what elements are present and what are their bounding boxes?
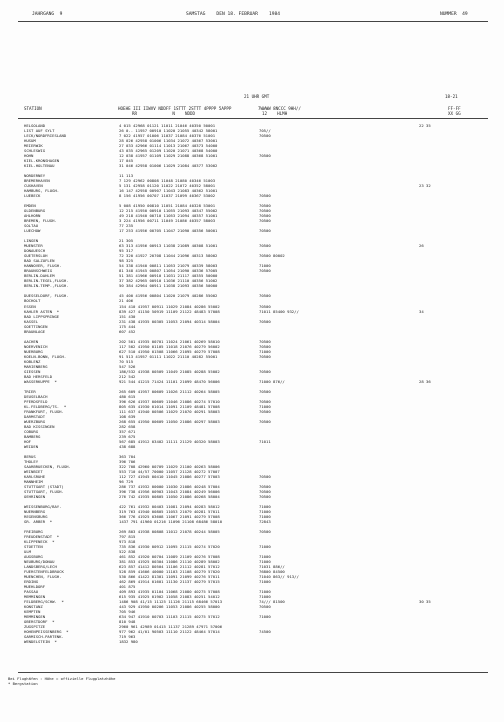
- code-group: 96 729: [119, 479, 134, 484]
- station-name: HELGOLAND: [24, 123, 46, 128]
- station-name: BERUS: [24, 453, 36, 459]
- station-name: BERLIN-TEMP.,FLUGH.: [24, 283, 69, 289]
- station-name: DARMSTADT: [24, 413, 46, 419]
- weather-group: 71000 876//: [259, 378, 285, 384]
- code-group: 719 963: [119, 634, 136, 640]
- station-name: OBERSTDORF *: [24, 619, 55, 625]
- code-group: 973 818: [119, 539, 136, 545]
- extra-group: [349, 519, 419, 524]
- weather-group: 70500: [259, 243, 271, 249]
- code-group: 409 893 41935 01104 11068 21080 40275 57008: [119, 589, 220, 595]
- station-name: THOLEY: [24, 458, 39, 464]
- code-group: 357 671: [119, 428, 136, 434]
- code-group: 7 129 42962 00808 11048 21080 40346 51003: [119, 178, 216, 184]
- station-name: WASSERKUPPE *: [24, 378, 57, 384]
- weather-group: 71000: [259, 348, 271, 354]
- wind-gust: 23 32: [419, 183, 431, 189]
- wind-gust: [419, 639, 469, 644]
- station-name: FUERSTENFELDBRUCK: [24, 569, 64, 575]
- station-name: MUENCHEN, FLUGH.: [24, 574, 62, 580]
- code-group: 95 317: [119, 248, 134, 254]
- weather-group: 71000: [259, 514, 271, 520]
- weather-group: 70500: [259, 408, 271, 414]
- code-group: 462 869 41914 01601 11130 21137 40279 57015: [119, 579, 220, 585]
- code-group: 27 033 42966 01114 11013 21067 40373 54000: [119, 143, 218, 149]
- station-name: KL.FELDBERG/TS. *: [24, 403, 67, 409]
- code-group: 72 320 41927 20708 11044 21096 40313 58002: [119, 253, 218, 259]
- code-group: 438 688: [119, 443, 136, 449]
- bottom-rule: [18, 672, 488, 673]
- code-group: 8 156 41956 00707 11037 21099 40367 53002: [119, 193, 216, 199]
- station-name: KARLSRUHE: [24, 473, 46, 479]
- station-column-header: STATION: [24, 106, 42, 111]
- station-name: DEUSELBACH: [24, 393, 48, 399]
- code-group: 43 035 42965 01209 11020 21071 40368 54000: [119, 148, 218, 154]
- weather-group: 70500: [259, 418, 271, 424]
- station-name: HOF: [24, 438, 32, 444]
- weather-group: 70500: [259, 318, 271, 324]
- weather-group: 70500: [259, 473, 271, 479]
- station-name: MEMMINGEN: [24, 614, 46, 620]
- table-row: [24, 379, 494, 384]
- wind-gust: [419, 494, 469, 499]
- station-name: LINGEN: [24, 238, 39, 244]
- station-name: WENDELSTEIN *: [24, 639, 57, 645]
- station-name: LUEBECK: [24, 193, 41, 199]
- code-group: 12 215 41950 00910 11055 21093 40347 55002: [119, 208, 218, 214]
- station-name: FRANKFURT, FLUGH.: [24, 408, 64, 414]
- weather-group: 71000: [259, 614, 271, 620]
- weather-group: 70500: [259, 153, 271, 159]
- station-name: STUTTGART (STADT): [24, 484, 64, 490]
- code-group: 567 685 41912 03402 11111 21129 40320 58003: [119, 438, 220, 444]
- station-name: HOHN: [24, 153, 34, 159]
- extra-group: [349, 639, 419, 644]
- code-group: 705 946: [119, 609, 136, 615]
- station-name: KOBLENZ: [24, 358, 41, 364]
- code-group: 735 836 41930 00912 11095 21115 40274 57020: [119, 544, 220, 550]
- station-name: HANNOVER, FLUGH.: [24, 263, 62, 269]
- station-name: BAD LIPPSPRINGE: [24, 313, 60, 319]
- station-name: NORDERNEY: [24, 173, 46, 179]
- weather-group: 70500: [259, 388, 271, 394]
- code-group: 401 875: [119, 584, 136, 590]
- weather-group: 70500: [259, 293, 271, 299]
- extra-group: [349, 444, 419, 449]
- code-group: 7 022 41957 01006 11037 21084 40376 51001: [119, 133, 216, 139]
- station-name: BREMERHAVEN: [24, 178, 50, 184]
- code-group: 54 338 41940 00811 11053 21079 40339 58003: [119, 263, 218, 269]
- station-name: BERLIN-TEGEL,FLUGH.: [24, 278, 69, 284]
- station-name: REGENSBURG: [24, 514, 48, 520]
- weather-group: 70500: [259, 494, 271, 500]
- weather-group: 70500: [259, 368, 271, 374]
- station-name: KONSTANZ: [24, 604, 43, 610]
- code-group: 363 704: [119, 453, 136, 459]
- code-group: 186/532 41938 00509 11049 21085 40288 55002: [119, 368, 220, 374]
- wind-gust: [419, 228, 469, 233]
- code-group: 81 348 41945 00807 11054 21090 40336 57005: [119, 268, 218, 274]
- code-group: 319 763 41940 00805 11053 21079 40281 57011: [119, 509, 220, 515]
- station-name: BAMBERG: [24, 433, 41, 439]
- weather-group: 71000: [259, 544, 271, 550]
- code-group: 627 510 41950 01508 11066 21095 40279 57008: [119, 348, 220, 354]
- table-row: [24, 193, 494, 198]
- station-name: STOETTEN: [24, 544, 43, 550]
- code-group: 553 710 44/57 70000 11057 21128 40272 57007: [119, 468, 220, 474]
- volume-label: JAHRGANG 9: [32, 12, 63, 17]
- code-group: 921 544 41215 71424 11101 21099 48470 56006: [119, 378, 220, 384]
- code-group: 50 384 42964 00911 11038 21093 40356 50000: [119, 283, 218, 289]
- station-name: SCHLESWIG: [24, 148, 46, 154]
- code-group: 151 430: [119, 313, 136, 319]
- code-group: 810 948: [119, 619, 136, 625]
- station-name: PASSAU: [24, 589, 39, 595]
- code-group: 396 626 41937 00609 11046 21086 40274 57010: [119, 398, 220, 404]
- station-name: KASSEL: [24, 318, 39, 324]
- extra-group: [349, 193, 419, 198]
- station-name: WEINBIET: [24, 468, 43, 474]
- weather-group: 70500 80002: [259, 253, 285, 259]
- station-table: [24, 123, 494, 644]
- station-name: ERDING: [24, 579, 39, 585]
- code-group: 396 738 41956 00903 11043 21084 40249 56006: [119, 489, 220, 495]
- code-group: 4 015 42968 01121 11011 21046 40350 50001: [119, 123, 216, 128]
- station-name: LECK/NORDFRIESLAND: [24, 133, 67, 139]
- weather-group: [259, 444, 349, 449]
- code-group: 422 761 41932 00403 11081 21094 40283 58012: [119, 504, 220, 510]
- extra-group: [349, 379, 419, 384]
- wind-gust: [419, 283, 469, 288]
- station-name: GARMISCH-PARTENK.: [24, 634, 64, 640]
- weather-group: 71000: [259, 579, 271, 585]
- code-group: 634 947 41910 00703 11103 21115 40275 57012: [119, 614, 220, 620]
- station-name: OEHRINGEN: [24, 494, 46, 500]
- code-group: 977 962 41/01 90503 11110 21122 48464 57014: [119, 629, 220, 635]
- weather-group: 70500: [259, 208, 271, 214]
- weather-column-header: 7WWWW 8NCCC 9HH//: [258, 106, 301, 111]
- station-name: NEUBURG/DONAU: [24, 559, 55, 565]
- code-group: 202 501 41935 00701 11024 21061 40269 58010: [119, 338, 220, 344]
- station-name: NUERBURG: [24, 348, 43, 354]
- weather-group: 70500: [259, 203, 271, 209]
- weather-group: 70500: [259, 213, 271, 219]
- station-name: LIST AUF SYLT: [24, 128, 55, 134]
- codes-column-header: HOEHE III IIWVV NDDFF 1STTT 2STTT 4PPPP 5APPP: [118, 106, 232, 111]
- code-group: 154 410 41957 00911 11029 21084 40286 55002: [119, 303, 220, 309]
- code-group: 31 046 42958 01006 11029 21084 40377 53002: [119, 163, 218, 169]
- station-name: GOETTINGEN: [24, 323, 48, 329]
- code-group: 51 381 41966 00910 11031 21117 40355 50000: [119, 273, 218, 279]
- station-name: GR. ARBER *: [24, 519, 53, 525]
- code-group: 45 400 41956 00804 11020 21079 40286 55002: [119, 293, 218, 299]
- code-group: 112 727 41945 00410 11045 21086 40277 57003: [119, 473, 220, 479]
- station-name: HUSUM: [24, 138, 36, 144]
- weather-group: 71000: [259, 504, 271, 510]
- station-name: OLDENBURG: [24, 208, 46, 214]
- station-name: MUENSTER: [24, 243, 43, 249]
- table-row: [24, 163, 494, 168]
- station-name: COBURG: [24, 428, 39, 434]
- station-name: FREUDENSTADT *: [24, 534, 60, 540]
- extra-group: [349, 494, 419, 499]
- code-group: 530 866 41422 81301 11091 21099 40276 57011: [119, 574, 220, 580]
- code-group: 17 253 41956 00705 11047 21090 40356 50001: [119, 228, 218, 234]
- code-group: 12 038 41957 01109 11029 21088 40368 51001: [119, 153, 218, 159]
- code-group: 366 776 41925 03608 11067 21091 40279 57008: [119, 514, 220, 520]
- code-group: 77 235: [119, 223, 134, 229]
- code-group: 1486 908 41/15 11125 11126 21115 68466 57013: [119, 599, 223, 605]
- station-name: MEMMINGEN: [24, 594, 46, 600]
- station-name: BRAUNSCHWEIG: [24, 268, 53, 274]
- station-name: DUESSELDORF, FLUGH.: [24, 293, 69, 299]
- code-group: 528 859 41606 40000 11103 21108 40279 57020: [119, 569, 220, 575]
- station-name: FREIBURG: [24, 529, 43, 535]
- table-row: [24, 444, 494, 449]
- weather-group: [259, 639, 349, 644]
- weather-group: 71011: [259, 438, 271, 444]
- code-group: 5 131 42958 01120 11022 21072 40352 58001: [119, 183, 216, 189]
- weather-group: [259, 163, 349, 168]
- code-group: 461 852 41920 00704 11089 21109 40276 57008: [119, 554, 220, 560]
- weather-group: 70500: [259, 228, 271, 234]
- station-name: STUTTGART, FLUGH.: [24, 489, 64, 495]
- station-name: BERLIN-DAHLEM: [24, 273, 55, 279]
- code-group: 175 444: [119, 323, 136, 329]
- station-name: WEISSENBURG/BAY.: [24, 504, 62, 510]
- code-group: 37 382 42965 00910 11036 21110 40356 51002: [119, 278, 218, 284]
- station-name: KOELN-BONN, FLUGH.: [24, 353, 67, 359]
- station-name: LUECHOW: [24, 228, 41, 234]
- station-name: BRAUNLAGE: [24, 328, 46, 334]
- code-group: 623 857 41412 80504 11106 21112 40281 57012: [119, 564, 220, 570]
- wind-gust: [419, 163, 469, 168]
- extra-group: [349, 228, 419, 233]
- weather-group: 71011 85400 932//: [259, 308, 299, 314]
- code-group: 282 658: [119, 423, 136, 429]
- station-name: WUERZBURG: [24, 418, 46, 424]
- code-group: 117 502 41950 01105 11018 21076 40279 56002: [119, 343, 220, 349]
- weather-column-subheader: 12 HLMH: [262, 111, 288, 116]
- wind-gust: 28 36: [419, 378, 431, 384]
- issue-number: NUMMER 49: [440, 12, 468, 17]
- station-name: LANDSBERG/LECH: [24, 564, 57, 570]
- code-group: 797 815: [119, 534, 136, 540]
- station-name: SOLTAU: [24, 223, 39, 229]
- code-group: 607 452: [119, 328, 136, 334]
- code-group: 265 609 41957 00609 11026 21112 40264 58005: [119, 388, 220, 394]
- weather-group: 71000: [259, 263, 271, 269]
- wind-gust: [419, 519, 469, 524]
- table-row: [24, 329, 494, 334]
- code-group: 269 803 41938 00808 11012 21078 40244 58005: [119, 529, 220, 535]
- code-group: 111 637 41940 00506 11029 21070 40291 58003: [119, 408, 220, 414]
- code-group: 28 026 42958 01006 11034 21072 40367 53001: [119, 138, 218, 144]
- extra-group: [349, 329, 419, 334]
- station-name: MANNHEIM: [24, 479, 43, 484]
- weather-group: 71040 863// 913//: [259, 574, 299, 580]
- station-name: BAD SALZUFLEN: [24, 258, 55, 264]
- code-group: 11 113: [119, 173, 134, 179]
- station-name: SAARBRUECKEN, FLUGH.: [24, 463, 71, 469]
- station-name: PFERDSFELD: [24, 398, 48, 404]
- wind-column-subheader: XX GG: [448, 111, 461, 116]
- time-label: 21 UHR GMT: [244, 94, 270, 99]
- station-name: ZUGSPITZE: [24, 624, 46, 630]
- station-name: KAHLER ASTEN *: [24, 308, 60, 314]
- code-group: 49 218 41940 00710 11053 21094 40357 51001: [119, 213, 218, 219]
- station-name: ULM: [24, 549, 32, 555]
- weather-group: 70500: [259, 529, 271, 535]
- code-group: 396 706: [119, 458, 136, 464]
- code-group: 21 305: [119, 238, 134, 244]
- codes-column-subheader: RR N NDDD: [132, 111, 196, 116]
- code-group: 98 325: [119, 258, 134, 264]
- station-name: HOHENPEISSENBERG *: [24, 629, 69, 635]
- code-group: 1832 980: [119, 639, 138, 645]
- station-name: AACHEN: [24, 338, 39, 344]
- wind-gust: [419, 329, 469, 334]
- code-group: 1437 791 41960 01216 11096 21108 68486 58010: [119, 519, 223, 525]
- code-group: 615 935 41925 01902 11058 21083 40251 54012: [119, 594, 220, 600]
- code-group: 480 615: [119, 393, 136, 399]
- weather-group: 71000: [259, 559, 271, 565]
- code-group: 3 224 41956 00711 11049 21086 40357 58003: [119, 218, 216, 224]
- footnote-mountain-station: * Bergstation: [8, 681, 38, 686]
- station-name: FELDBERG/SCHW. *: [24, 599, 64, 605]
- code-group: 21 406: [119, 298, 134, 304]
- date-label: SAMSTAG DEN 18. FEBRUAR 1984: [186, 12, 281, 17]
- weather-group: 70500: [259, 398, 271, 404]
- wind-gust: 30 35: [419, 599, 431, 605]
- weather-group: 74/// 81500: [259, 599, 285, 605]
- extra-group: [349, 283, 419, 288]
- station-name: BOCHOLT: [24, 298, 41, 304]
- wind-column-header: FF-FF: [448, 106, 461, 111]
- table-row: [24, 639, 494, 644]
- weather-group: 70500: [259, 604, 271, 610]
- weather-group: 76800 84500: [259, 569, 285, 575]
- wind-gust: 26: [419, 243, 424, 249]
- code-group: 286 737 41932 00000 11030 21086 40248 57004: [119, 484, 220, 490]
- top-rule: [18, 21, 488, 22]
- code-group: 322 708 42960 00709 11029 21100 40263 58006: [119, 463, 220, 469]
- weather-group: [259, 329, 349, 334]
- table-row: [24, 283, 494, 288]
- station-name: KLIPPENECK *: [24, 539, 55, 545]
- weather-group: 70500: [259, 303, 271, 309]
- code-group: 5 008 41950 00810 11051 21084 40328 53001: [119, 203, 216, 209]
- weather-group: 70500: [259, 343, 271, 349]
- code-group: 108 639: [119, 413, 136, 419]
- weather-group: 71000: [259, 554, 271, 560]
- table-row: [24, 519, 494, 524]
- weather-group: 70500: [259, 218, 271, 224]
- code-group: 839 427 41150 50919 11109 21122 48483 57008: [119, 308, 220, 314]
- weather-group: 71000: [259, 509, 271, 515]
- station-name: NOERVENICH: [24, 343, 48, 349]
- header-rule: [18, 118, 488, 119]
- station-name: MEIERWIK: [24, 143, 43, 149]
- station-name: DONAUESCH: [24, 248, 46, 254]
- weather-group: 72843: [259, 519, 271, 525]
- code-group: 231 438 41935 00305 11053 21094 40314 58004: [119, 318, 220, 324]
- weather-group: 705//: [259, 128, 271, 134]
- station-name: GUETERSLOH: [24, 253, 48, 259]
- code-group: 63 313 41956 00913 11038 21089 40308 51001: [119, 243, 218, 249]
- weather-group: 70500: [259, 484, 271, 490]
- wind-gust: [419, 193, 469, 198]
- code-group: 522 838: [119, 549, 136, 555]
- weather-group: [259, 283, 349, 288]
- station-name: MUEHLDORF: [24, 584, 46, 590]
- weather-group: 71000: [259, 594, 271, 600]
- code-group: 16 147 42958 00907 11043 21083 40362 51001: [119, 188, 218, 194]
- weather-group: 74500: [259, 629, 271, 635]
- table-row: [24, 494, 494, 499]
- station-name: WEIDEN: [24, 443, 39, 449]
- station-name: ESSEN: [24, 303, 36, 309]
- weather-group: 70500: [259, 489, 271, 495]
- station-name: BAD HERSFELD: [24, 373, 53, 379]
- weather-group: 71031 886//: [259, 564, 285, 570]
- code-group: 26 0.. 11957 00910 11020 21055 40342 58001: [119, 128, 218, 134]
- code-group: 547 526: [119, 363, 136, 369]
- station-name: BREMEN, FLUGH.: [24, 218, 57, 224]
- weather-group: 70500: [259, 268, 271, 274]
- station-name: TRIER: [24, 388, 36, 394]
- extra-group: [349, 163, 419, 168]
- station-name: BAD KISSINGEN: [24, 423, 55, 429]
- weather-group: 70500: [259, 193, 271, 199]
- station-name: KIEL-KRONSHAGEN: [24, 158, 60, 164]
- wind-gust: [419, 444, 469, 449]
- station-name: HAMBURG, FLUGH.: [24, 188, 60, 194]
- weather-group: 70500: [259, 353, 271, 359]
- station-name: GIESSEN: [24, 368, 41, 374]
- code-group: 70 515: [119, 358, 134, 364]
- code-group: 239 675: [119, 433, 136, 439]
- code-group: 805 635 41930 01014 11091 21109 48481 57008: [119, 403, 220, 409]
- station-name: AHLHORN: [24, 213, 41, 219]
- station-name: AUGSBURG: [24, 554, 43, 560]
- station-name: NUERNBERG: [24, 509, 46, 515]
- footnote-airports: Bei Flughäfen : Höhe = offizielle Flugplatzhöhe: [8, 676, 116, 681]
- weather-group: 70500: [259, 133, 271, 139]
- code-group: 276 742 41935 00805 11050 21086 40268 58004: [119, 494, 220, 500]
- table-row: [24, 228, 494, 233]
- code-group: 381 853 41925 00304 11086 21110 40289 58002: [119, 559, 220, 565]
- wind-gust: 22 35: [419, 123, 431, 128]
- code-group: 17 045: [119, 158, 134, 164]
- station-name: CUXHAVEN: [24, 183, 43, 189]
- weather-group: 71000: [259, 589, 271, 595]
- code-group: 2960 961 42989 01415 11137 21289 47971 57006: [119, 624, 223, 630]
- code-group: 268 655 41950 00609 11050 21086 40297 58003: [119, 418, 220, 424]
- station-name: KEMPTEN: [24, 609, 41, 615]
- time-range-label: 18-21: [445, 94, 458, 99]
- weather-group: 70500: [259, 338, 271, 344]
- station-name: EMDEN: [24, 203, 36, 209]
- station-name: MARIENBERG: [24, 363, 48, 369]
- station-name: KIEL-HOLTENAU: [24, 163, 55, 169]
- wind-gust: 34: [419, 308, 424, 314]
- code-group: 91 513 41957 01111 11022 21110 40282 55001: [119, 353, 218, 359]
- code-group: 443 929 41950 00206 11053 21086 40255 58000: [119, 604, 220, 610]
- weather-group: 71000: [259, 403, 271, 409]
- code-group: 212 542: [119, 373, 136, 379]
